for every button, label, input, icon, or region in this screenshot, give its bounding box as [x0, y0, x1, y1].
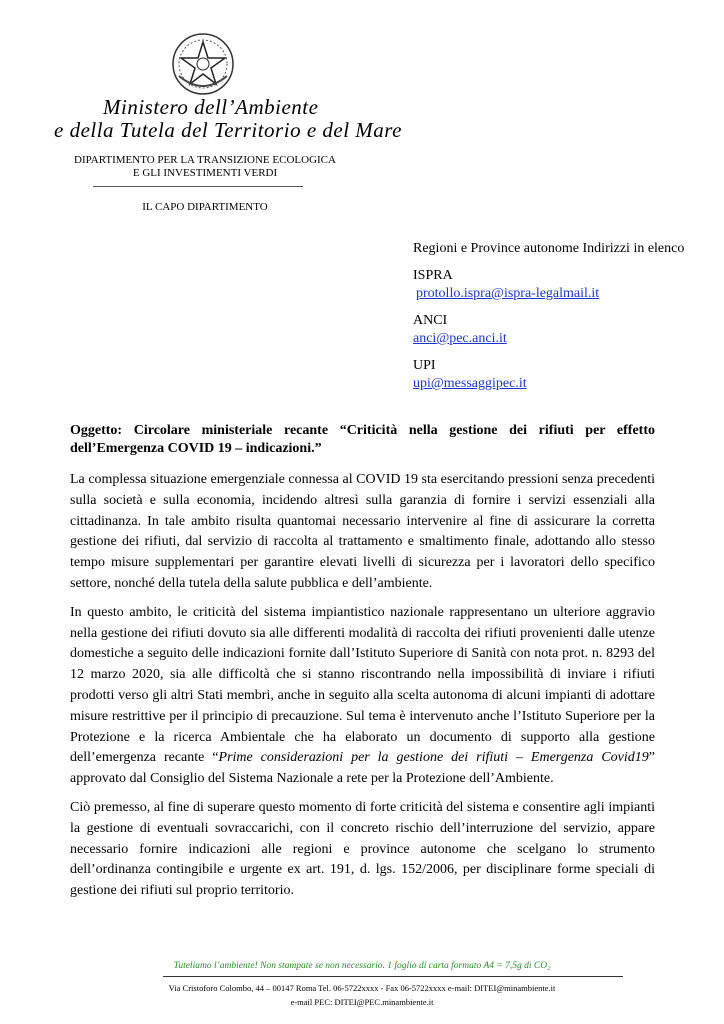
recipient-label: ANCI [413, 313, 448, 328]
paragraph-text: ” approvato dal Consiglio del Sistema Nazionale a rete per la Protezione dell’Ambiente. [70, 750, 655, 787]
ispra-email-link[interactable]: protollo.ispra@ispra-legalmail.it [416, 286, 600, 301]
recipient-label: ISPRA [413, 268, 453, 283]
body-paragraph-3: Ciò premesso, al fine di superare questo momento di forte criticità del sistema e consentire agli impianti la gestione di eventuali sovraccarichi, con il concreto rischio dell’interruzione del servizio, appare necessario fornire indicazioni alle regioni e province autonome che scelgano lo strumento dell’ordinanza contingibile e urgente ex art. 191, d. lgs. 152/2006, per disciplinare forme speciali di gestione dei rifiuti sul proprio territorio. [70, 799, 655, 899]
body-paragraph-1: La complessa situazione emergenziale connessa al COVID 19 sta esercitando pressioni senza precedenti sulla società e sulla economia, incidendo altresì sulla garanzia di fornire i servizi essenziali alla cittadinanza. In tale ambito risulta quantomai necessario intervenire al fine di assicurare la corretta gestione dei rifiuti, dal servizio di raccolta al trattamento e smaltimento finale, adottando allo stesso tempo misure supplementari per garantire elevati livelli di sicurezza per i lavoratori dello specifico settore, nonché della tutela della salute pubblica e dell’ambiente. [70, 472, 655, 591]
document-title: Prime considerazioni per la gestione dei rifiuti – Emergenza Covid19 [218, 750, 649, 766]
subject-line: Oggetto: Circolare ministeriale recante “Criticità nella gestione dei rifiuti per effetto dell’Emergenza COVID 19 – indicazioni.” [70, 423, 655, 456]
recipients-block [413, 240, 703, 402]
footer-divider [163, 976, 623, 977]
department-name [40, 154, 370, 180]
republic-emblem-icon [169, 30, 237, 98]
anci-email-link[interactable]: anci@pec.anci.it [413, 331, 507, 346]
office-title: IL CAPO DIPARTIMENTO [142, 201, 268, 213]
ministry-name-line2: e della Tutela del Territorio e del Mare [54, 118, 403, 142]
header-divider [93, 186, 303, 187]
recipient-anci [413, 312, 703, 348]
body-paragraph-2 [70, 603, 655, 790]
recipient-ispra [413, 267, 703, 303]
pec-label: e-mail PEC: [290, 997, 335, 1007]
department-line2: E GLI INVESTIMENTI VERDI [132, 167, 278, 179]
footer-contacts [0, 981, 724, 1009]
footer-pec [0, 995, 724, 1009]
upi-email-link[interactable]: upi@messaggipec.it [413, 376, 527, 391]
footer-address: Via Cristoforo Colombo, 44 – 00147 Roma Tel. 06-5722xxxx - Fax 06-5722xxxx e-mail: DITEI@minambiente.it [168, 983, 556, 993]
recipient-label: UPI [413, 358, 436, 373]
recipient-upi [413, 357, 703, 393]
paragraph-text: In questo ambito, le criticità del sistema impiantistico nazionale rappresentano un ulteriore aggravio nella gestione dei rifiuti dovuto sia alle differenti modalità di raccolta dei rifiuti provenienti dalle utenze domestiche a seguito delle indicazioni fornite dall’Istituto Superiore di Sanità con nota prot. n. 8293 del 12 marzo 2020, sia alle difficoltà che si stanno riscontrando nella impossibilità di inviare i rifiuti prodotti verso gli altri Stati membri, anche in seguito alla scelta autonoma di alcuni impianti di adottare misure restrittive per il principio di precauzione. Sul tema è intervenuto anche l’Istituto Superiore per la Protezione e la ricerca Ambientale che ha elaborato un documento di supporto alla gestione dell’emergenza recante “ [70, 604, 655, 766]
ministry-name-line1: Ministero dell’Ambiente [103, 95, 319, 119]
recipient-regions: Regioni e Province autonome Indirizzi in elenco [413, 241, 685, 256]
eco-footer-note: Tuteliamo l’ambiente! Non stampate se non necessario. 1 foglio di carta formato A4 = 7,5g di CO₂ [173, 961, 551, 971]
pec-email: DITEI@PEC.minambiente.it [334, 997, 434, 1007]
letter-body [70, 470, 655, 910]
department-line1: DIPARTIMENTO PER LA TRANSIZIONE ECOLOGICA [74, 154, 336, 166]
